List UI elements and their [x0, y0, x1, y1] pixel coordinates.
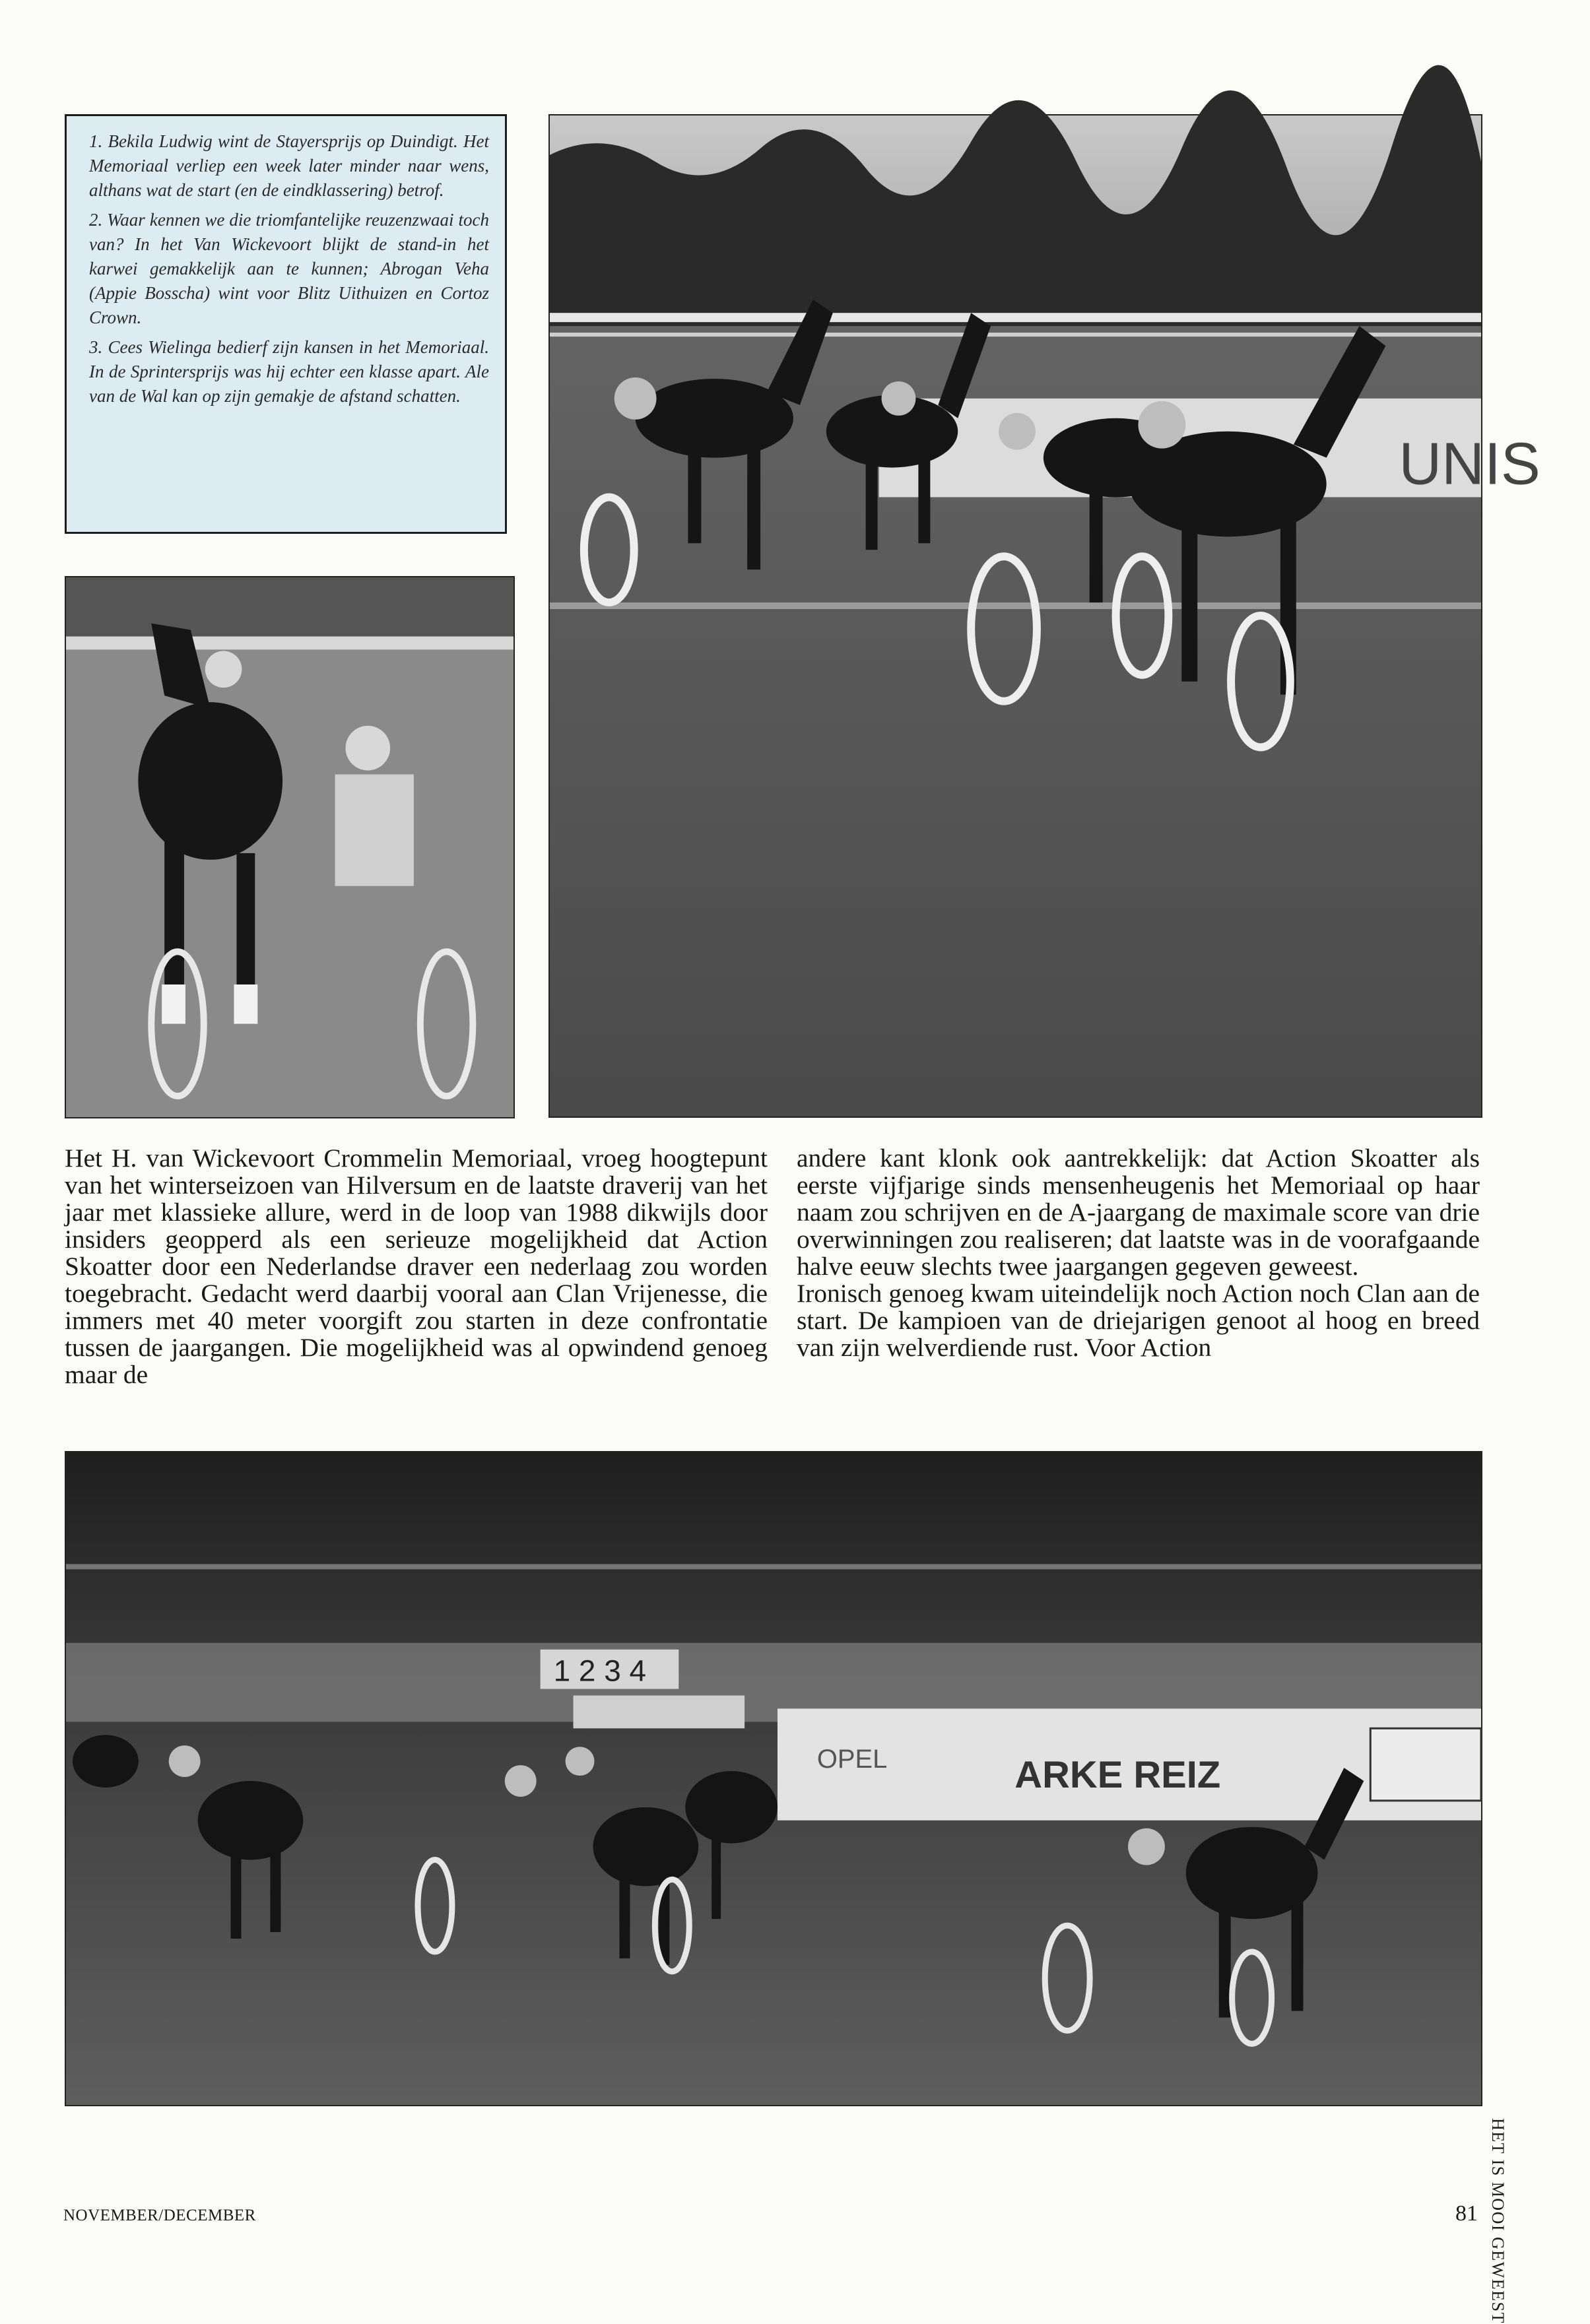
- sign-unis-text: UNIS: [1399, 431, 1540, 498]
- photo-sprintersprijs: [65, 1451, 1482, 2106]
- side-running-title: HET IS MOOI GEWEEST: [1488, 2118, 1507, 2324]
- footer-issue: NOVEMBER/DECEMBER: [63, 2207, 256, 2224]
- body-paragraph: Ironisch genoeg kwam uiteindelijk noch Action noch Clan aan de start. De kampioen van de driejarigen genoot al hoog en breed van zijn welverdiende rust. Voor Action: [797, 1279, 1480, 1362]
- board-numbers: 1 2 3 4: [553, 1653, 647, 1688]
- page-number: 81: [1455, 2201, 1478, 2226]
- sign-opel-text: OPEL: [816, 1745, 888, 1774]
- body-paragraph: Het H. van Wickevoort Crommelin Memoriaal, vroeg hoogtepunt van het winterseizoen van Hilversum en de laatste draverij van het jaar met klassieke allure, werd in de loop van 1988 dikwijls door insiders geopperd als een serieuze mogelijkheid dat Action Skoatter door een Nederlandse draver een nederlaag zou worden toegebracht. Gedacht werd daarbij vooral aan Clan Vrijenesse, die immers met 40 meter voorgift zou starten in deze confrontatie tussen de jaargangen. Die mogelijkheid was al opwindend genoeg maar de: [65, 1144, 768, 1389]
- sign-arke-text: ARKE REIZ: [1014, 1754, 1221, 1796]
- caption-box: [65, 114, 507, 534]
- photo-race-finish: [548, 114, 1540, 1118]
- body-column-right: [797, 1145, 1480, 1361]
- photo-sprint-winner: [65, 576, 515, 1118]
- body-column-left: [65, 1145, 768, 1388]
- caption-2: 2. Waar kennen we die triomfantelijke reuzenzwaai toch van? In het Van Wickevoort blijkt de stand-in het karwei gemakkelijk aan te kunnen; Abrogan Veha (Appie Bosscha) wint voor Blitz Uithuizen en Cortoz Crown.: [89, 210, 489, 327]
- caption-1: 1. Bekila Ludwig wint de Stayersprijs op Duindigt. Het Memoriaal verliep een week later minder naar wens, althans wat de start (en de eindklassering) betrof.: [89, 131, 489, 200]
- caption-3: 3. Cees Wielinga bedierf zijn kansen in het Memoriaal. In de Sprintersprijs was hij echter een klasse apart. Ale van de Wal kan op zijn gemakje de afstand schatten.: [89, 337, 489, 406]
- body-paragraph: andere kant klonk ook aantrekkelijk: dat Action Skoatter als eerste vijfjarige sinds mensenheugenis het Memoriaal op haar naam zou schrijven en de A-jaargang de maximale score van drie overwinningen zou realiseren; dat laatste was in de voorafgaande halve eeuw slechts twee jaargangen gegeven geweest.: [797, 1144, 1480, 1281]
